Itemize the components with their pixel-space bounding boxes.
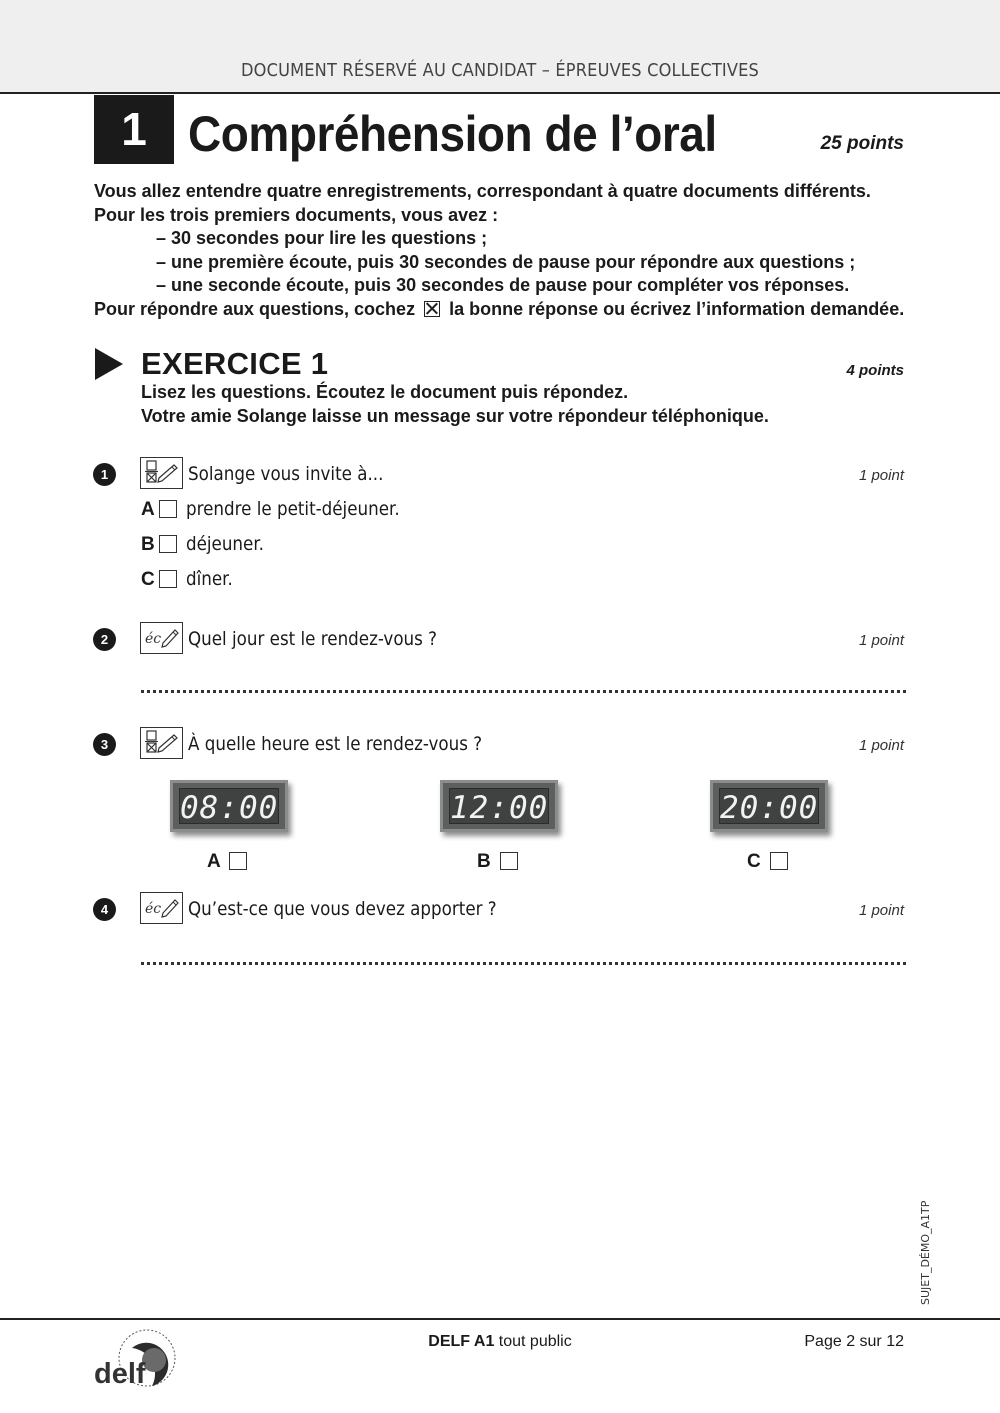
intro-answer-before: Pour répondre aux questions, cochez [94, 298, 416, 319]
question-text: À quelle heure est le rendez-vous ? [188, 733, 483, 755]
option-letter: A [207, 851, 221, 872]
option-text: déjeuner. [186, 533, 264, 555]
exercise-points: 4 points [846, 362, 904, 379]
footer-divider [0, 1318, 1000, 1320]
section-title: Compréhension de l’oral [188, 106, 717, 162]
clock-option-b [477, 851, 527, 873]
intro-bullet: – une première écoute, puis 30 secondes de pause pour répondre aux questions ; [156, 251, 856, 272]
exercise-instruction-2: Votre amie Solange laisse un message sur votre répondeur téléphonique. [141, 406, 769, 426]
footer-page-number: Page 2 sur 12 [804, 1333, 904, 1350]
section-points: 25 points [820, 133, 904, 154]
intro-answer-line [94, 298, 914, 322]
clock-option-c [747, 851, 797, 873]
option-letter: A [141, 499, 155, 520]
document-code: SUJET_DÉMO_A1TP [919, 1200, 932, 1305]
question-points: 1 point [858, 467, 904, 484]
clock-time: 08:00 [180, 790, 279, 826]
option-b [141, 533, 275, 556]
write-icon-text: éc [145, 901, 162, 917]
question-text: Quel jour est le rendez-vous ? [188, 628, 438, 650]
option-a [141, 498, 429, 521]
intro-line: Vous allez entendre quatre enregistrements, correspondant à quatre documents différents. Pour les trois premiers documents, vous avez : [94, 181, 871, 225]
clock-time: 20:00 [720, 790, 819, 826]
option-letter: B [141, 534, 155, 555]
checked-box-icon [424, 301, 440, 317]
checkbox-pencil-icon [140, 457, 183, 489]
question-number: 3 [93, 733, 116, 756]
intro-instructions [94, 180, 914, 321]
question-points: 1 point [858, 632, 904, 649]
question-number: 1 [93, 463, 116, 486]
option-letter: C [747, 851, 761, 872]
clock-display-c [710, 780, 828, 832]
play-arrow-icon [95, 348, 123, 380]
footer-exam-bold: DELF A1 [428, 1333, 495, 1350]
option-text: prendre le petit-déjeuner. [186, 498, 400, 520]
answer-line[interactable] [141, 690, 906, 693]
answer-line[interactable] [141, 962, 906, 965]
write-icon-text: éc [145, 631, 162, 647]
answer-checkbox[interactable] [500, 852, 518, 870]
answer-checkbox[interactable] [770, 852, 788, 870]
clock-time: 12:00 [450, 790, 549, 826]
question-number: 2 [93, 628, 116, 651]
write-pencil-icon [140, 622, 183, 654]
clock-display-b [440, 780, 558, 832]
banner-text: DOCUMENT RÉSERVÉ AU CANDIDAT – ÉPREUVES COLLECTIVES [240, 60, 760, 81]
answer-checkbox[interactable] [159, 535, 177, 553]
intro-bullet: – 30 secondes pour lire les questions ; [156, 228, 488, 248]
top-banner [0, 0, 1000, 94]
question-number: 4 [93, 898, 116, 921]
exercise-instruction-1: Lisez les questions. Écoutez le document puis répondez. [141, 382, 629, 402]
clock-option-a [207, 851, 256, 873]
section-number: 1 [94, 95, 174, 164]
question-points: 1 point [858, 902, 904, 919]
question-text: Solange vous invite à... [188, 463, 384, 485]
answer-checkbox[interactable] [229, 852, 247, 870]
question-text: Qu’est-ce que vous devez apporter ? [188, 898, 497, 920]
option-text: dîner. [186, 568, 233, 590]
answer-checkbox[interactable] [159, 570, 177, 588]
option-c [141, 568, 239, 591]
clock-display-a [170, 780, 288, 832]
option-letter: B [477, 851, 491, 872]
question-points: 1 point [858, 737, 904, 754]
intro-answer-after: la bonne réponse ou écrivez l’information demandée. [449, 298, 905, 319]
checkbox-pencil-icon [140, 727, 183, 759]
footer-exam-rest: tout public [494, 1333, 572, 1350]
intro-bullet: – une seconde écoute, puis 30 secondes de pause pour compléter vos réponses. [156, 275, 850, 295]
write-pencil-icon [140, 892, 183, 924]
answer-checkbox[interactable] [159, 500, 177, 518]
logo-text: delf [94, 1358, 146, 1390]
exercise-instructions [141, 380, 769, 428]
exercise-title: EXERCICE 1 [141, 346, 329, 381]
option-letter: C [141, 569, 155, 590]
